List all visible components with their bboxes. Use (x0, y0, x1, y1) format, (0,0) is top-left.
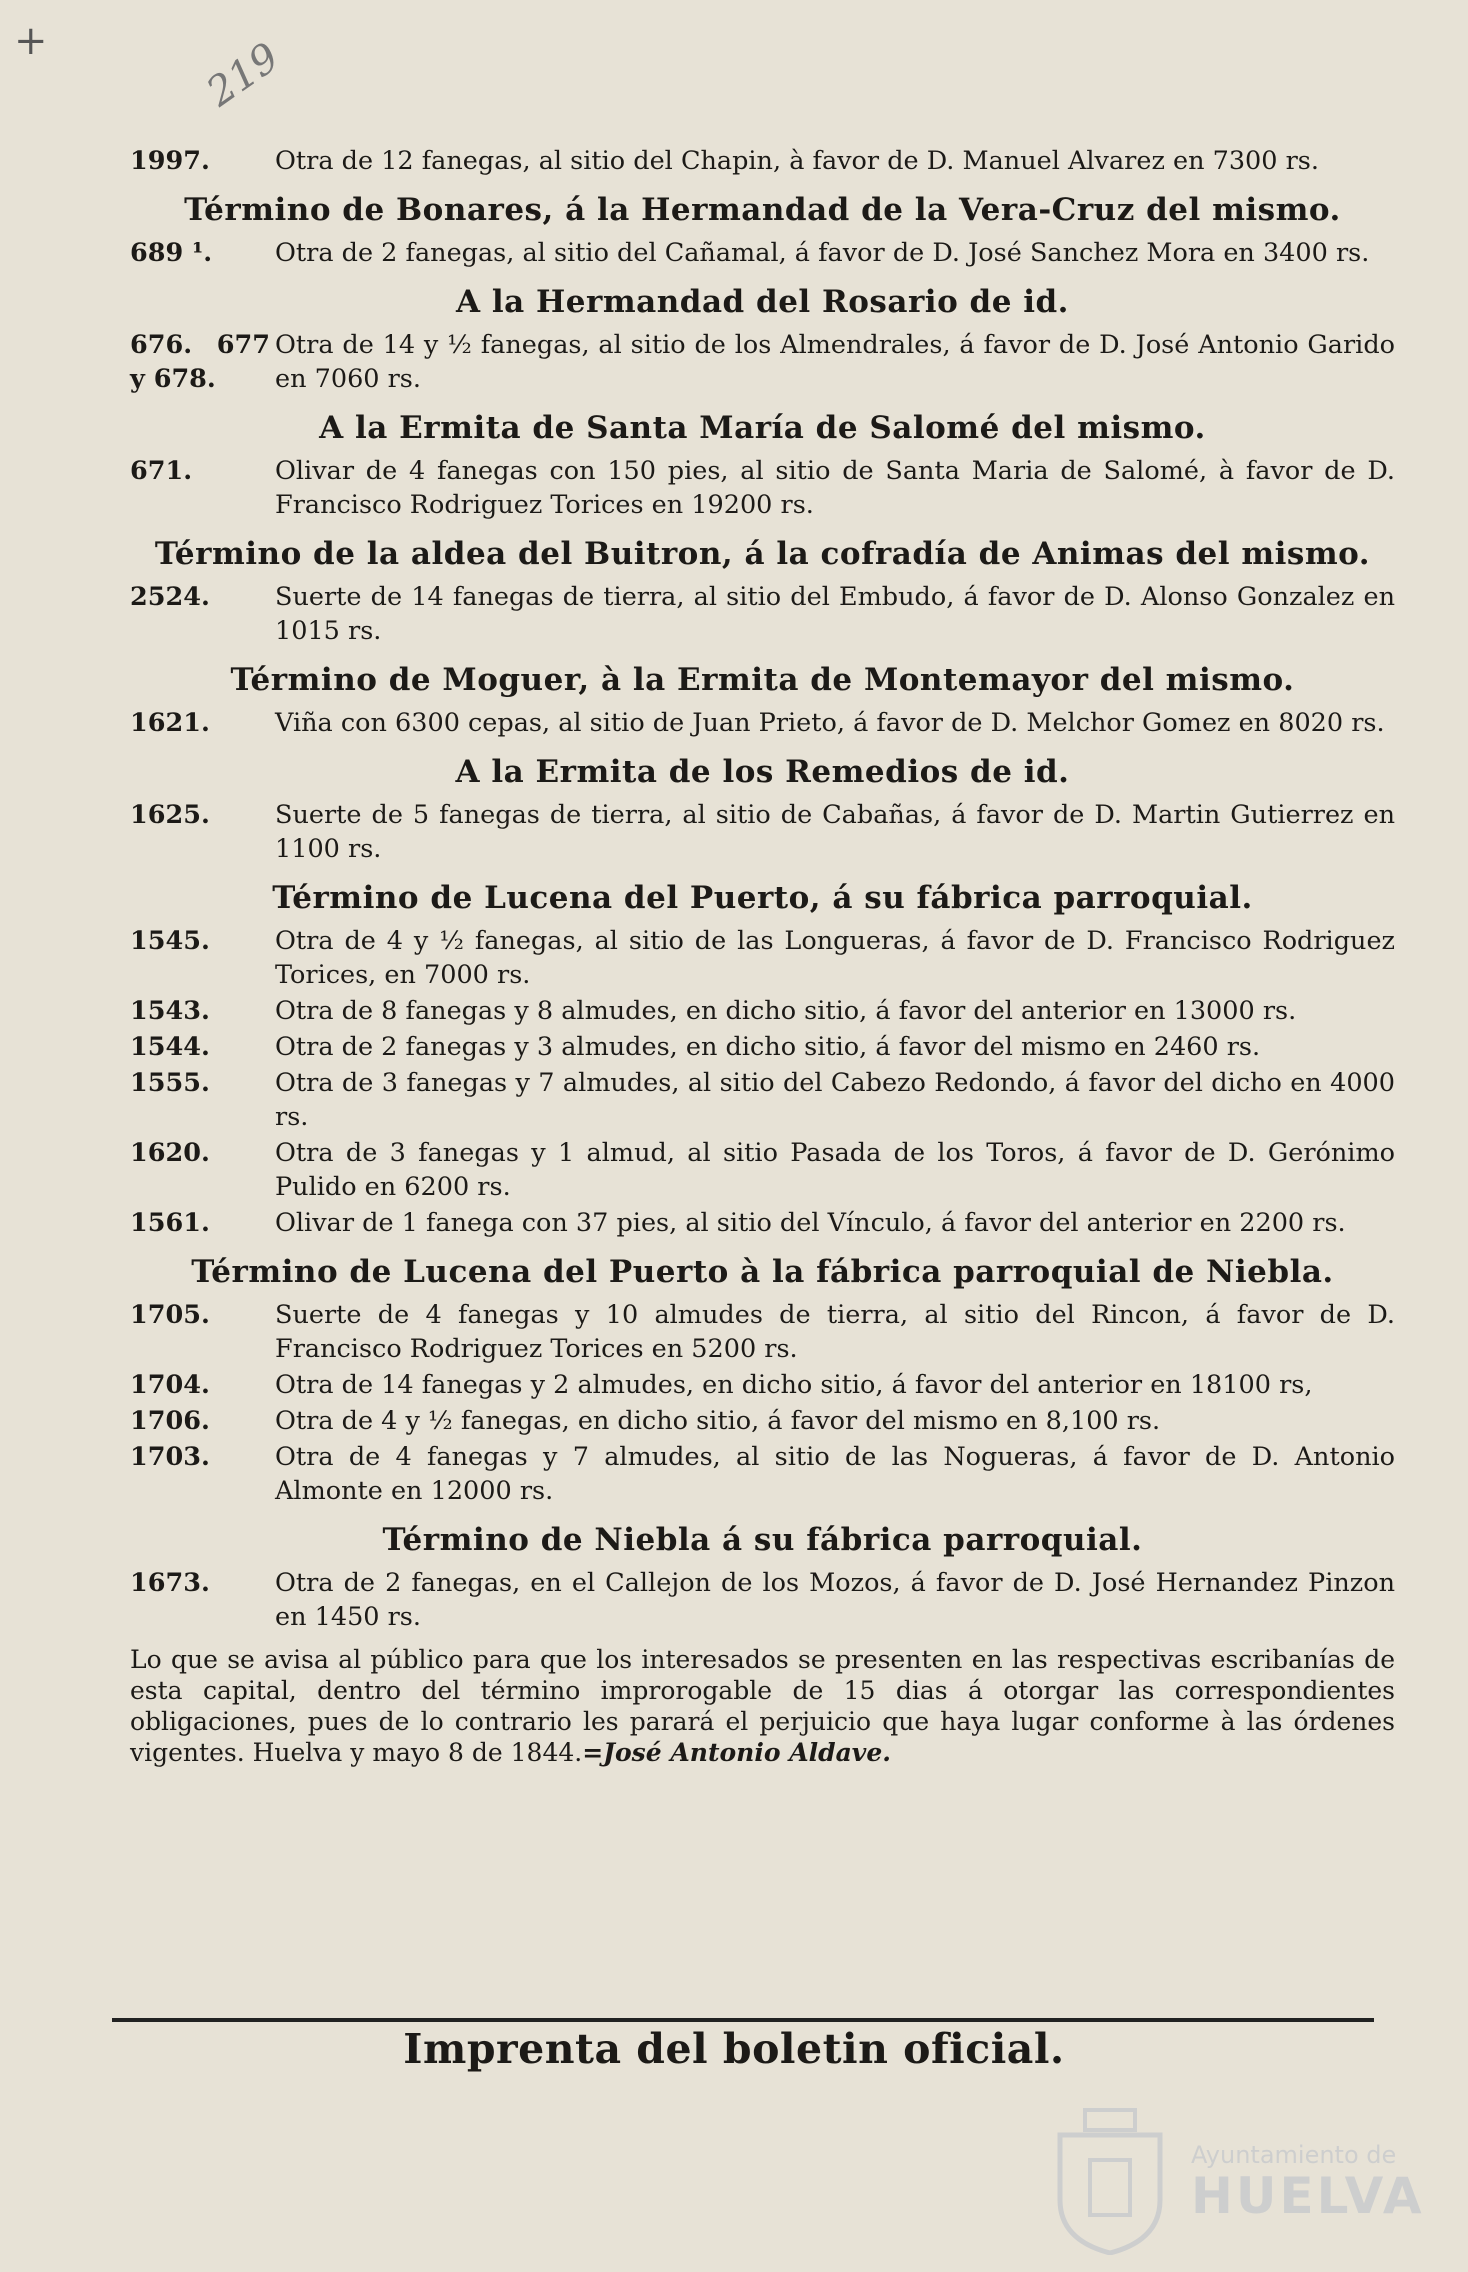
corner-mark: + (14, 18, 48, 64)
entry-row (130, 924, 1395, 992)
entry-number: 1704. (130, 1370, 210, 1400)
entry-number: 1544. (130, 1032, 210, 1062)
entry-text: Suerte de 5 fanegas de tierra, al sitio de Cabañas, á favor de D. Martin Gutierrez en 1100 rs. (275, 800, 1395, 864)
printer-footer: Imprenta del boletin oficial. (403, 2025, 1065, 2073)
entry-row (130, 1136, 1395, 1204)
public-notice (130, 1644, 1395, 1768)
document-body (130, 140, 1395, 1768)
entry-row (130, 1030, 1395, 1064)
section-heading: Término de Bonares, á la Hermandad de la Vera-Cruz del mismo. (184, 192, 1341, 228)
entry-text: Otra de 3 fanegas y 1 almud, al sitio Pasada de los Toros, á favor de D. Gerónimo Pulido en 6200 rs. (275, 1138, 1395, 1202)
entry-number: 1705. (130, 1300, 210, 1330)
entry-row (130, 328, 1395, 396)
section-heading: A la Ermita de Santa María de Salomé del mismo. (319, 410, 1206, 446)
entry-row (130, 706, 1395, 740)
coat-of-arms-icon (1045, 2105, 1175, 2255)
entry-row (130, 994, 1395, 1028)
entry-number: 1543. (130, 996, 210, 1026)
entry-text: Otra de 4 y ½ fanegas, al sitio de las Longueras, á favor de D. Francisco Rodriguez Torices, en 7000 rs. (275, 926, 1395, 990)
entry-row (130, 580, 1395, 648)
watermark (1045, 2105, 1425, 2255)
entry-row (130, 798, 1395, 866)
entry-text: Suerte de 4 fanegas y 10 almudes de tierra, al sitio del Rincon, á favor de D. Francisco Rodriguez Torices en 5200 rs. (275, 1300, 1395, 1364)
entry-text: Otra de 3 fanegas y 7 almudes, al sitio del Cabezo Redondo, á favor del dicho en 4000 rs. (275, 1068, 1395, 1132)
entry-text: Suerte de 14 fanegas de tierra, al sitio del Embudo, á favor de D. Alonso Gonzalez en 1015 rs. (275, 582, 1395, 646)
entry-number: 1673. (130, 1568, 210, 1598)
entry-number: 671. (130, 456, 193, 486)
entry-text: Otra de 4 fanegas y 7 almudes, al sitio de las Nogueras, á favor de D. Antonio Almonte en 12000 rs. (275, 1442, 1395, 1506)
entry-number: 2524. (130, 582, 210, 612)
entry-number: 1706. (130, 1406, 210, 1436)
entry-number: 1620. (130, 1138, 210, 1168)
entry-number: 1625. (130, 800, 210, 830)
entry-text: Olivar de 4 fanegas con 150 pies, al sitio de Santa Maria de Salomé, à favor de D. Francisco Rodriguez Torices en 19200 rs. (275, 456, 1395, 520)
entry-row (130, 1206, 1395, 1240)
section-heading: Término de Moguer, à la Ermita de Montemayor del mismo. (230, 662, 1295, 698)
entry-text: Otra de 12 fanegas, al sitio del Chapin, à favor de D. Manuel Alvarez en 7300 rs. (275, 146, 1319, 176)
section-heading: Término de Niebla á su fábrica parroquial. (382, 1522, 1143, 1558)
section-heading: A la Hermandad del Rosario de id. (456, 284, 1069, 320)
entry-text: Otra de 2 fanegas, en el Callejon de los Mozos, á favor de D. José Hernandez Pinzon en 1450 rs. (275, 1568, 1395, 1632)
entry-number: 1997. (130, 146, 210, 176)
entry-row (130, 1440, 1395, 1508)
entry-text: Viña con 6300 cepas, al sitio de Juan Prieto, á favor de D. Melchor Gomez en 8020 rs. (275, 708, 1385, 738)
entry-number: 676. 677 y 678. (130, 330, 270, 394)
entry-row (130, 1298, 1395, 1366)
entry-number: 1703. (130, 1442, 210, 1472)
entry-row (130, 1404, 1395, 1438)
entry-row (130, 1566, 1395, 1634)
section-heading: Término de Lucena del Puerto à la fábrica parroquial de Niebla. (191, 1254, 1334, 1290)
entry-text: Otra de 4 y ½ fanegas, en dicho sitio, á favor del mismo en 8,100 rs. (275, 1406, 1161, 1436)
entry-number: 1555. (130, 1068, 210, 1098)
watermark-line2: HUELVA (1191, 2167, 1425, 2225)
entry-text: Otra de 2 fanegas, al sitio del Cañamal, á favor de D. José Sanchez Mora en 3400 rs. (275, 238, 1370, 268)
entry-number: 689 ¹. (130, 238, 213, 268)
entry-text: Otra de 2 fanegas y 3 almudes, en dicho sitio, á favor del mismo en 2460 rs. (275, 1032, 1261, 1062)
section-heading: Término de Lucena del Puerto, á su fábrica parroquial. (272, 880, 1253, 916)
entry-text: Otra de 8 fanegas y 8 almudes, en dicho sitio, á favor del anterior en 13000 rs. (275, 996, 1297, 1026)
entry-row (130, 454, 1395, 522)
divider-rule (112, 2018, 1374, 2022)
entry-text: Otra de 14 fanegas y 2 almudes, en dicho sitio, á favor del anterior en 18100 rs, (275, 1370, 1313, 1400)
entry-row (130, 1368, 1395, 1402)
entry-number: 1621. (130, 708, 210, 738)
notice-signature: =José Antonio Aldave. (582, 1738, 891, 1767)
section-heading: A la Ermita de los Remedios de id. (455, 754, 1070, 790)
entry-number: 1545. (130, 926, 210, 956)
watermark-line1: Ayuntamiento de (1191, 2141, 1397, 2169)
notice-text: Lo que se avisa al público para que los interesados se presenten en las respectivas escribanías de esta capital, dentro del término improrogable de 15 dias á otorgar las correspondientes obligaciones, pues de lo contrario les parará el perjuicio que haya lugar conforme à las órdenes vigentes. Huelva y mayo 8 de 1844. (130, 1645, 1395, 1767)
folio-number: 219 (198, 34, 288, 116)
entry-text: Olivar de 1 fanega con 37 pies, al sitio del Vínculo, á favor del anterior en 2200 rs. (275, 1208, 1346, 1238)
entry-row (130, 236, 1395, 270)
entry-row (130, 1066, 1395, 1134)
entry-row (130, 144, 1395, 178)
entry-number: 1561. (130, 1208, 210, 1238)
entry-text: Otra de 14 y ½ fanegas, al sitio de los Almendrales, á favor de D. José Antonio Garido en 7060 rs. (275, 330, 1395, 394)
section-heading: Término de la aldea del Buitron, á la cofradía de Animas del mismo. (154, 536, 1371, 572)
